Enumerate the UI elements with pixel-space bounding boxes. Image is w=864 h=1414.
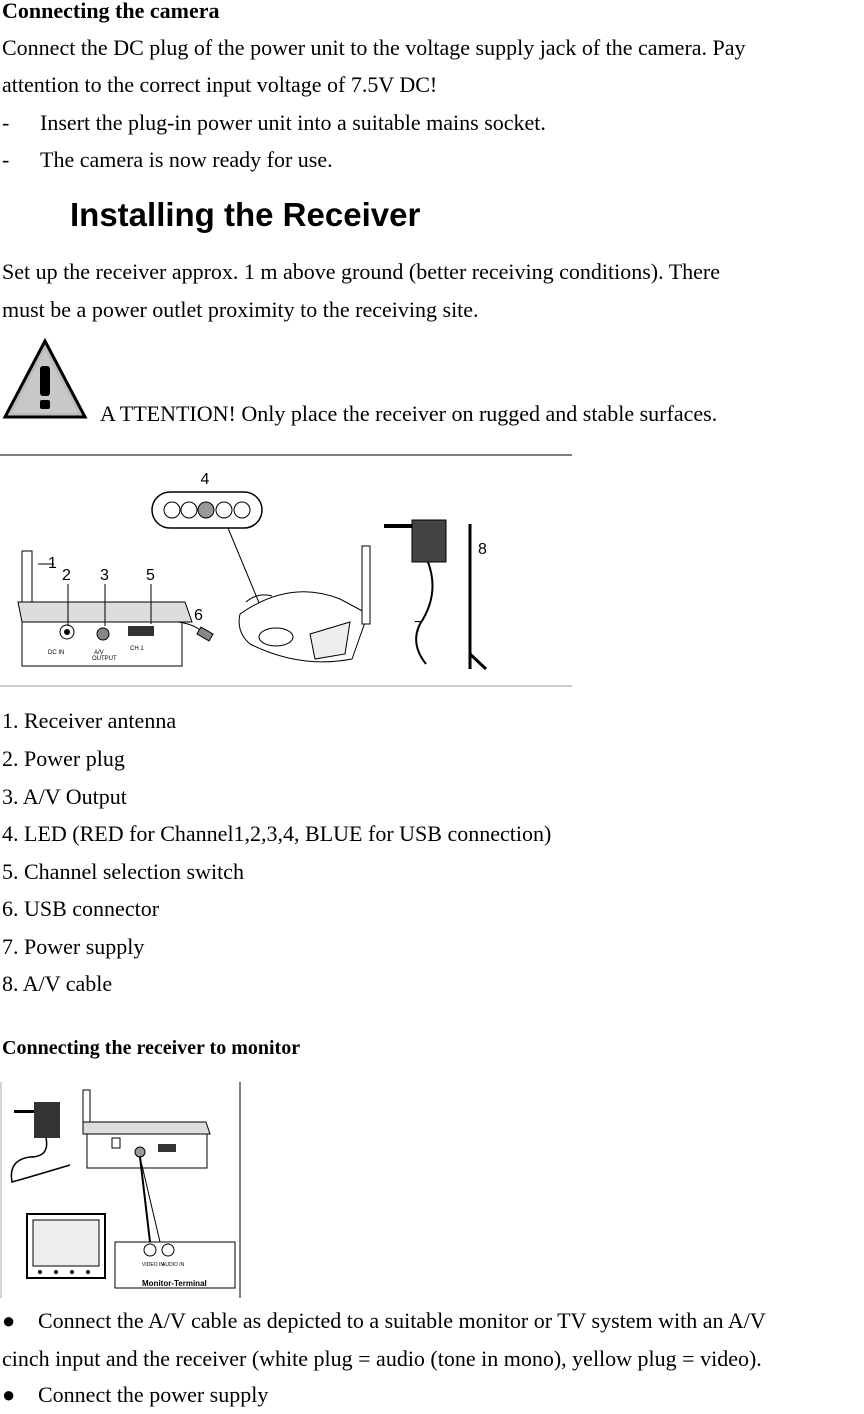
camera-bullet-2 xyxy=(2,141,333,179)
bullet-text: Connect the power supply xyxy=(38,1382,269,1407)
circle-bullet-marker: ● xyxy=(2,1308,16,1333)
svg-text:DC IN: DC IN xyxy=(48,650,65,656)
camera-paragraph-line2: attention to the correct input voltage of 7.5V DC! xyxy=(2,72,438,97)
callout-5: 5 xyxy=(146,567,155,584)
bullet-text: Insert the plug-in power unit into a suitable mains socket. xyxy=(40,110,546,135)
parts-list-item: 1. Receiver antenna xyxy=(2,708,177,733)
dash-marker: - xyxy=(2,110,10,135)
receiver-paragraph-line2: must be a power outlet proximity to the receiving site. xyxy=(2,297,479,322)
parts-list-item: 8. A/V cable xyxy=(2,971,113,996)
parts-list-item: 2. Power plug xyxy=(2,746,125,771)
monitor-connection-figure xyxy=(0,1082,242,1298)
dash-marker: - xyxy=(2,147,10,172)
callout-4: 4 xyxy=(200,471,210,488)
svg-text:AUDIO IN: AUDIO IN xyxy=(162,1262,185,1268)
svg-text:A/V: A/V xyxy=(94,650,104,656)
callout-2: 2 xyxy=(62,567,71,584)
svg-text:VIDEO IN: VIDEO IN xyxy=(142,1262,164,1268)
callout-3: 3 xyxy=(100,567,109,584)
callout-8: 8 xyxy=(478,541,487,558)
monitor-bullet-2 xyxy=(2,1376,268,1414)
parts-list-item: 6. USB connector xyxy=(2,896,160,921)
svg-text:OUTPUT: OUTPUT xyxy=(92,656,117,662)
camera-bullet-1 xyxy=(2,104,546,142)
circle-bullet-marker: ● xyxy=(2,1382,16,1407)
section-heading-installing-receiver: Installing the Receiver xyxy=(70,196,421,233)
camera-paragraph-line1: Connect the DC plug of the power unit to the voltage supply jack of the camera. Pay xyxy=(2,35,746,60)
monitor-bullet-1-line2: cinch input and the receiver (white plug = audio (tone in mono), yellow plug = video). xyxy=(2,1346,762,1371)
svg-text:CH 1: CH 1 xyxy=(130,646,144,652)
receiver-parts-figure xyxy=(0,454,572,688)
parts-list-item: 5. Channel selection switch xyxy=(2,859,244,884)
svg-text:Monitor-Terminal: Monitor-Terminal xyxy=(142,1279,207,1288)
parts-list-item: 4. LED (RED for Channel1,2,3,4, BLUE for USB connection) xyxy=(2,821,552,846)
section-title-connecting-camera: Connecting the camera xyxy=(2,0,220,23)
monitor-bullet-1-line1 xyxy=(2,1302,766,1340)
bullet-text: The camera is now ready for use. xyxy=(40,147,333,172)
callout-1: 1 xyxy=(48,555,57,572)
warning-triangle-icon xyxy=(2,338,88,420)
parts-list-item: 7. Power supply xyxy=(2,934,145,959)
callout-6: 6 xyxy=(194,607,203,624)
receiver-paragraph-line1: Set up the receiver approx. 1 m above ground (better receiving conditions). There xyxy=(2,259,721,284)
parts-list-item: 3. A/V Output xyxy=(2,784,127,809)
section-title-connecting-monitor: Connecting the receiver to monitor xyxy=(2,1037,301,1059)
bullet-text: Connect the A/V cable as depicted to a suitable monitor or TV system with an A/V xyxy=(38,1308,766,1333)
attention-note: A TTENTION! Only place the receiver on rugged and stable surfaces. xyxy=(100,401,718,426)
callout-7: 7 xyxy=(414,619,423,636)
